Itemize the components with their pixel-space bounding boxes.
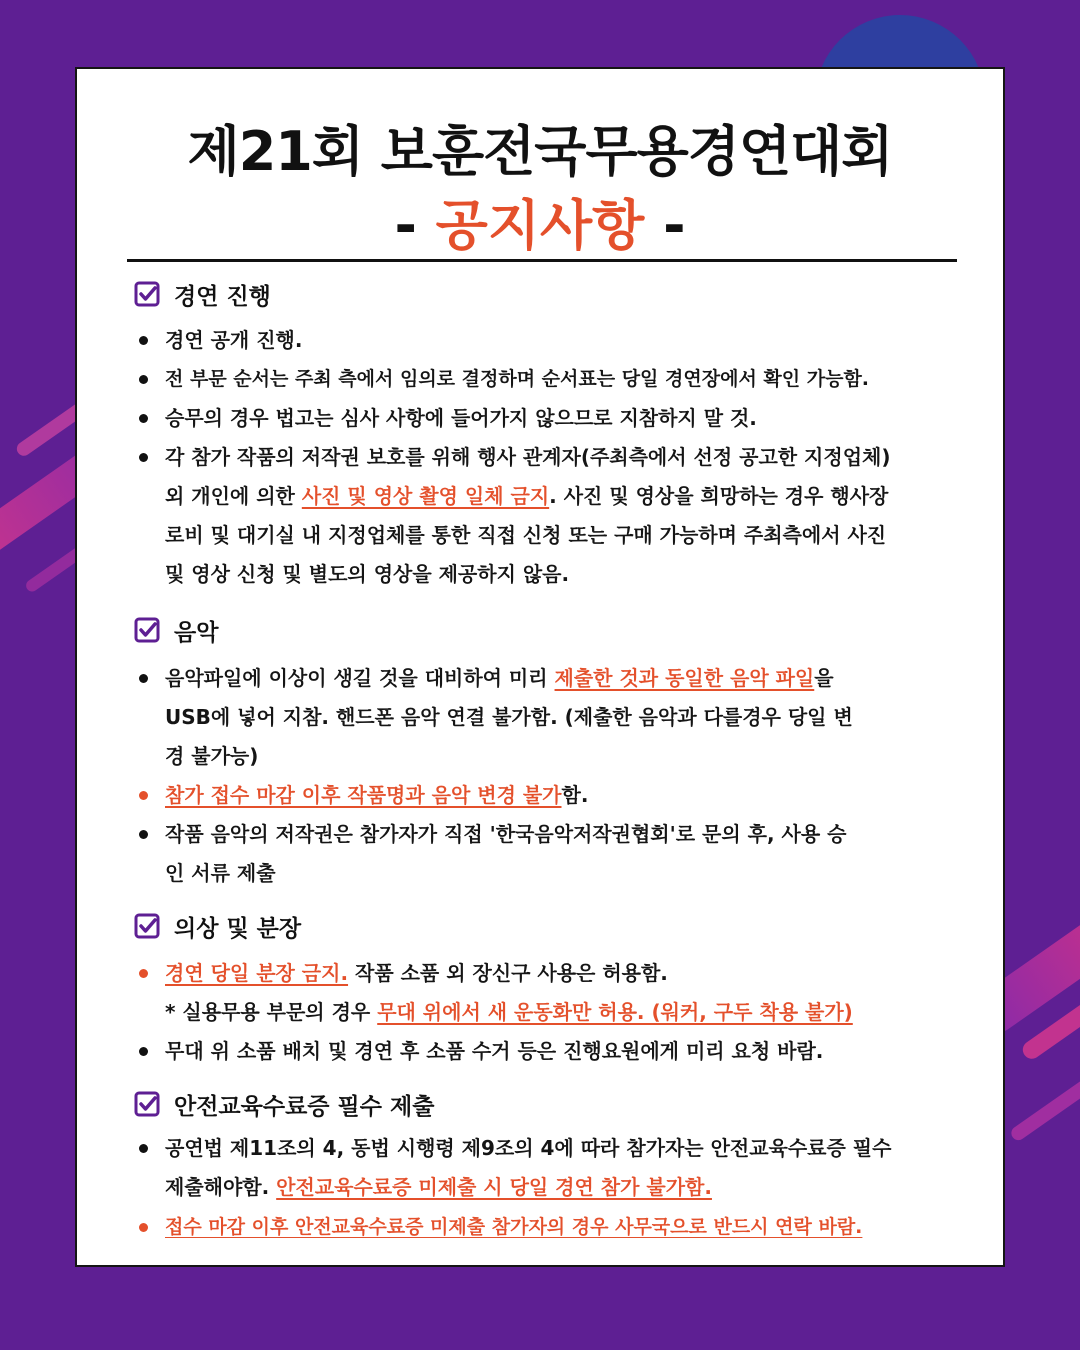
item-text-part: 음악파일에 이상이 생길 것을 대비하여 미리 — [165, 666, 555, 690]
item-text — [165, 399, 999, 438]
item-text-part: 작품 소품 외 장신구 사용은 허용함. — [348, 961, 668, 985]
background-stripe — [1009, 1051, 1080, 1143]
item-text — [165, 993, 999, 1032]
list-item — [139, 321, 999, 360]
item-text — [165, 954, 999, 993]
bullet — [139, 1223, 148, 1232]
highlight-text: 사진 및 영상 촬영 일체 금지 — [301, 484, 550, 508]
section-heading — [134, 1087, 434, 1121]
list-item — [139, 954, 999, 993]
list-item — [139, 993, 999, 1032]
notice-card — [75, 67, 1005, 1267]
bullet — [139, 830, 148, 839]
list-item — [139, 438, 999, 594]
highlight-text: 제출한 것과 동일한 음악 파일 — [554, 666, 815, 690]
subtitle-dash: - — [394, 194, 436, 257]
item-text — [165, 360, 999, 399]
highlight-text: 접수 마감 이후 안전교육수료증 미제출 참가자의 경우 사무국으로 반드시 연락 바람. — [165, 1216, 863, 1238]
subtitle-accent: 공지사항 — [435, 194, 645, 257]
item-text-part: . 사진 및 영상을 희망하는 경우 행사장 로비 및 대기실 내 지정업체를 통한 직접 신청 또는 구매 가능하며 주최측에서 사진 및 영상 신청 및 별도의 영상을 제공하지 않음. — [165, 484, 889, 586]
item-text-part: 각 참가 작품의 저작권 보호를 위해 행사 관계자(주최측에서 선정 공고한 지정업체) 외 개인에 의한 — [165, 445, 891, 508]
bullet — [139, 674, 148, 683]
item-text-part: 을 USB에 넣어 지참. 핸드폰 음악 연결 불가함. (제출한 음악과 다를경우 당일 변 경 불가능) — [165, 666, 853, 768]
section-heading-label: 경연 진행 — [174, 283, 271, 310]
item-text-part: 무대 위 소품 배치 및 경연 후 소품 수거 등은 진행요원에게 미리 요청 바람. — [165, 1039, 824, 1063]
bullet — [139, 414, 148, 423]
checkbox-checked-icon — [134, 1091, 160, 1117]
checkbox-checked-icon — [134, 617, 160, 643]
section-heading-label: 안전교육수료증 필수 제출 — [174, 1093, 435, 1120]
list-item — [139, 1208, 999, 1247]
page-subtitle — [77, 183, 1003, 260]
title-divider — [127, 259, 957, 262]
page-title: 제21회 보훈전국무용경연대회 — [187, 120, 893, 183]
section-heading-label: 음악 — [174, 619, 219, 646]
bullet — [139, 791, 148, 800]
bullet — [139, 1047, 148, 1056]
list-item — [139, 399, 999, 438]
item-text — [165, 1129, 999, 1207]
subtitle-dash: - — [644, 194, 686, 257]
item-text — [165, 659, 999, 776]
item-text-part: 전 부문 순서는 주최 측에서 임의로 결정하며 순서표는 당일 경연장에서 확인 가능함. — [165, 368, 870, 390]
bullet — [139, 1144, 148, 1153]
section-heading — [134, 613, 218, 647]
item-text — [165, 1208, 999, 1247]
item-text-part: 공연법 제11조의 4, 동법 시행령 제9조의 4에 따라 참가자는 안전교육수료증 필수 제출해야함. — [165, 1136, 892, 1199]
highlight-text: 경연 당일 분장 금지. — [165, 961, 349, 985]
item-text — [165, 438, 999, 594]
list-item — [139, 659, 999, 776]
item-text-part: * 실용무용 부문의 경우 — [165, 1000, 378, 1024]
checkbox-checked-icon — [134, 281, 160, 307]
item-text-part: 경연 공개 진행. — [165, 328, 303, 352]
item-text-part: 함. — [561, 783, 589, 807]
section-heading — [134, 909, 301, 943]
bullet — [139, 375, 148, 384]
bullet — [139, 336, 148, 345]
list-item — [139, 815, 999, 893]
item-text — [165, 321, 999, 360]
section-heading-label: 의상 및 분장 — [174, 915, 302, 942]
item-text — [165, 776, 999, 815]
list-item — [139, 360, 999, 399]
list-item — [139, 1032, 999, 1071]
bullet — [139, 969, 148, 978]
highlight-text: 참가 접수 마감 이후 작품명과 음악 변경 불가 — [165, 783, 562, 807]
checkbox-checked-icon — [134, 913, 160, 939]
item-text — [165, 815, 999, 893]
list-item — [139, 776, 999, 815]
item-text-part: 작품 음악의 저작권은 참가자가 직접 '한국음악저작권협회'로 문의 후, 사용 승 인 서류 제출 — [165, 822, 847, 885]
list-item — [139, 1129, 999, 1207]
highlight-text: 안전교육수료증 미제출 시 당일 경연 참가 불가함. — [276, 1175, 712, 1199]
section-heading — [134, 277, 271, 311]
item-text-part: 승무의 경우 법고는 심사 사항에 들어가지 않으므로 지참하지 말 것. — [165, 406, 757, 430]
bullet — [139, 453, 148, 462]
item-text — [165, 1032, 999, 1071]
highlight-text: 무대 위에서 새 운동화만 허용. (워커, 구두 착용 불가) — [377, 1000, 853, 1024]
